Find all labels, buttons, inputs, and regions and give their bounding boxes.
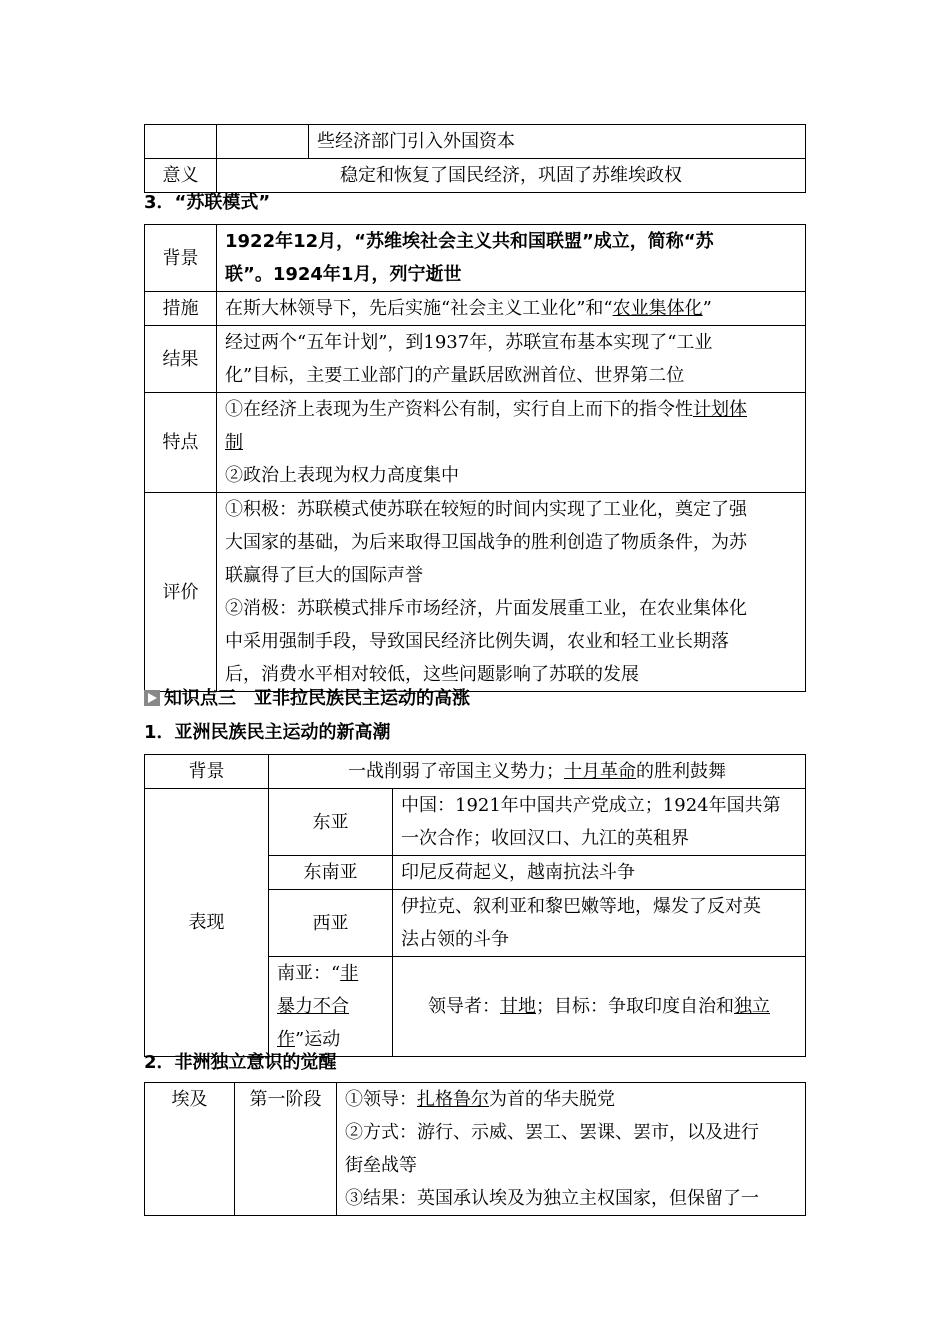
underlined-term: 计划体: [693, 399, 747, 420]
cell-line: 后，消费水平相对较低，这些问题影响了苏联的发展: [225, 664, 639, 685]
cell-text: ”: [702, 298, 712, 319]
cell-line: [225, 393, 797, 426]
cell-line: 联赢得了巨大的国际声誉: [225, 565, 423, 586]
underlined-term: 非: [340, 963, 359, 984]
cell-line: ②方式：游行、示威、罢工、罢课、罢市，以及进行: [345, 1122, 759, 1143]
cell-text: ；目标：争取印度自治和: [536, 996, 734, 1017]
row-label: 特点: [145, 393, 217, 493]
table-cell: [217, 326, 806, 393]
table-cell: [217, 292, 806, 326]
table-cell: [393, 890, 806, 957]
underlined-term: 暴力不合: [277, 996, 349, 1017]
table-cell: [393, 789, 806, 856]
cell-line: [277, 990, 384, 1023]
cell-line: 大国家的基础，为后来取得卫国战争的胜利创造了物质条件，为苏: [225, 532, 747, 553]
table-cell: [337, 1083, 806, 1216]
cell-line: 伊拉克、叙利亚和黎巴嫩等地，爆发了反对英: [401, 896, 761, 917]
section-title-soviet-model: 3．“苏联模式”: [144, 192, 271, 213]
table-cell: [269, 755, 806, 789]
underlined-term: 农业集体化: [612, 298, 703, 319]
table-cell: 稳定和恢复了国民经济，巩固了苏维埃政权: [217, 159, 806, 193]
cell-line: ③结果：英国承认埃及为独立主权国家，但保留了一: [345, 1188, 759, 1209]
cell-line: 街垒战等: [345, 1155, 417, 1176]
region-label: 东南亚: [269, 856, 393, 890]
row-label: 措施: [145, 292, 217, 326]
cell-line: 中采用强制手段，导致国民经济比例失调，农业和轻工业长期落: [225, 631, 729, 652]
cell-text: ”运动: [295, 1029, 341, 1050]
row-label: 背景: [145, 755, 269, 789]
underlined-term: 甘地: [500, 996, 536, 1017]
table-cell: 印尼反荷起义，越南抗法斗争: [393, 856, 806, 890]
table-cell: [217, 225, 806, 292]
phase-label: 第一阶段: [235, 1083, 337, 1216]
table-cell: [217, 393, 806, 493]
row-label: 评价: [145, 493, 217, 692]
cell-text: 些经济部门引入外国资本: [317, 131, 515, 152]
cell-line: 联”。1924年1月，列宁逝世: [225, 264, 462, 285]
section-title-africa: 2．非洲独立意识的觉醒: [144, 1052, 337, 1073]
table-row: [145, 326, 806, 393]
underlined-term: 制: [225, 432, 243, 453]
cell-line: ②政治上表现为权力高度集中: [225, 465, 459, 486]
cell-line: [225, 426, 797, 459]
underlined-term: 扎格鲁尔: [417, 1089, 489, 1110]
cell-line: 经过两个“五年计划”，到1937年，苏联宣布基本实现了“工业: [225, 332, 713, 353]
table-soviet-model: [144, 224, 806, 692]
row-label: 表现: [145, 789, 269, 1057]
cell-text: 领导者：: [428, 996, 500, 1017]
table-cell: [309, 125, 806, 159]
table-row: [145, 159, 806, 193]
cell-line: 1922年12月，“苏维埃社会主义共和国联盟”成立，简称“苏: [225, 231, 714, 252]
knowledge-point-heading: [144, 686, 470, 712]
table-row: [145, 1083, 806, 1216]
underlined-term: 作: [277, 1029, 295, 1050]
table-cell: [145, 125, 217, 159]
table-cell: [217, 125, 309, 159]
table-row: [145, 789, 806, 856]
cell-text: 为首的华夫脱党: [489, 1089, 615, 1110]
table-asia-movements: [144, 754, 806, 1057]
table-cell: [217, 493, 806, 692]
row-label: 结果: [145, 326, 217, 393]
table-cell: [393, 957, 806, 1057]
cell-line: 一次合作；收回汉口、九江的英租界: [401, 828, 689, 849]
cell-text: 一战削弱了帝国主义势力；: [348, 761, 564, 782]
cell-text: 南亚：“: [277, 963, 341, 984]
play-icon: [144, 690, 160, 706]
cell-line: 法占领的斗争: [401, 929, 509, 950]
country-label: 埃及: [145, 1083, 235, 1216]
table-row: [145, 225, 806, 292]
table-row: [145, 292, 806, 326]
cell-line: ②消极：苏联模式排斥市场经济，片面发展重工业，在农业集体化: [225, 598, 747, 619]
table-economic-policy-continuation: [144, 124, 806, 193]
cell-line: ①积极：苏联模式使苏联在较短的时间内实现了工业化，奠定了强: [225, 499, 747, 520]
cell-line: [345, 1083, 797, 1116]
section-title-asia: 1．亚洲民族民主运动的新高潮: [144, 722, 391, 743]
table-africa-egypt: [144, 1082, 806, 1216]
underlined-term: 十月革命: [564, 761, 636, 782]
cell-line: 化”目标，主要工业部门的产量跃居欧洲首位、世界第二位: [225, 365, 685, 386]
cell-line: 中国：1921年中国共产党成立；1924年国共第: [401, 795, 781, 816]
cell-text: 的胜利鼓舞: [636, 761, 726, 782]
table-row: [145, 755, 806, 789]
table-row: [145, 125, 806, 159]
table-row: [145, 393, 806, 493]
region-label: 西亚: [269, 890, 393, 957]
underlined-term: 独立: [734, 996, 770, 1017]
row-label: 意义: [145, 159, 217, 193]
cell-text: 在斯大林领导下，先后实施“社会主义工业化”和“: [225, 298, 613, 319]
cell-text: ①在经济上表现为生产资料公有制，实行自上而下的指令性: [225, 399, 693, 420]
row-label: 背景: [145, 225, 217, 292]
cell-line: [277, 957, 384, 990]
table-row: [145, 493, 806, 692]
region-label: [269, 957, 393, 1057]
knowledge-point-text: 知识点三 亚非拉民族民主运动的高涨: [164, 688, 470, 709]
cell-text: ①领导：: [345, 1089, 417, 1110]
region-label: 东亚: [269, 789, 393, 856]
